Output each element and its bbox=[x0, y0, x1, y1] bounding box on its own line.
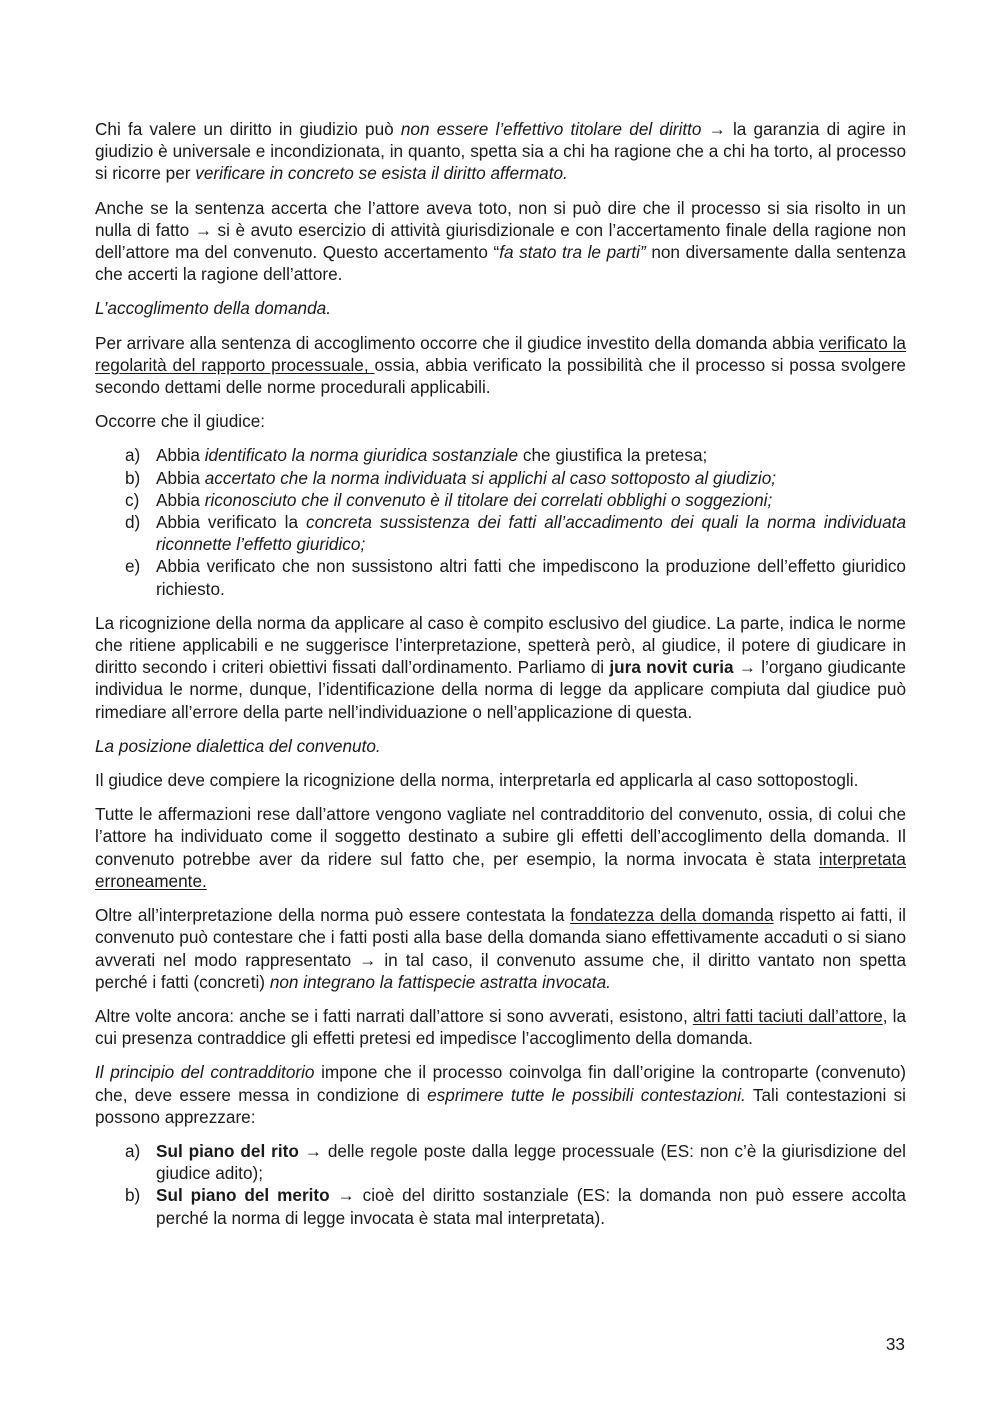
bold-text: Sul piano del rito bbox=[156, 1140, 299, 1161]
text: in tal caso, il convenuto assume che, il diritto vantato non spetta perché i fatti (concreti) bbox=[95, 949, 907, 992]
text: che giustifica la pretesa; bbox=[518, 445, 708, 466]
arrow-icon: → bbox=[738, 657, 756, 678]
list-item bbox=[95, 467, 906, 489]
italic-text: fa stato tra le parti” bbox=[499, 242, 646, 263]
text: Abbia verificato la bbox=[156, 512, 306, 533]
italic-text: identificato la norma giuridica sostanziale bbox=[204, 445, 519, 466]
text: La ricognizione della norma da applicare al caso è compito esclusivo del giudice. La parte, indica le norme che ritiene applicabili e ne suggerisce l’interpretazione, spetterà però, al giudice, il potere di giudicare in diritto secondo i criteri obiettivi fissati dall’ordinamento. Parliamo di bbox=[95, 612, 906, 678]
text: Altre volte ancora: anche se i fatti narrati dall’attore si sono avverati, esistono, bbox=[95, 1005, 693, 1026]
list-item bbox=[95, 555, 906, 599]
arrow-icon: → bbox=[337, 1185, 355, 1206]
list-item bbox=[95, 444, 906, 466]
list-item bbox=[95, 489, 906, 511]
text: Abbia bbox=[156, 467, 205, 488]
italic-text: Il principio del contradditorio bbox=[95, 1062, 315, 1083]
arrow-icon: → bbox=[359, 949, 377, 970]
italic-text: concreta sussistenza dei fatti all’accadimento dei quali la norma individuata riconnette l’effetto giuridico; bbox=[156, 512, 907, 555]
italic-text: non essere l’effettivo titolare del diritto bbox=[400, 119, 702, 139]
arrow-icon: → bbox=[304, 1140, 322, 1161]
paragraph-principio-contradditorio bbox=[95, 1061, 906, 1128]
arrow-icon: → bbox=[194, 219, 212, 240]
text: Chi fa valere un diritto in giudizio può bbox=[95, 119, 401, 139]
italic-text: esprimere tutte le possibili contestazioni. bbox=[427, 1084, 746, 1105]
text: cioè del diritto sostanziale (ES: la domanda non può essere accolta perché la norma di legge invocata è stata mal interpretata). bbox=[156, 1185, 906, 1228]
list-marker: a) bbox=[125, 1140, 141, 1161]
text: delle regole poste dalla legge processuale (ES: non c’è la giurisdizione del giudice adito); bbox=[156, 1140, 906, 1184]
text: si è avuto esercizio di attività giurisdizionale e con l’accertamento finale della ragione non dell’attore ma del convenuto. Questo accertamento “ bbox=[95, 219, 906, 263]
list-marker: e) bbox=[125, 556, 141, 577]
section-heading-posizione-dialettica: La posizione dialettica del convenuto. bbox=[95, 735, 381, 756]
paragraph-affermazioni-attore bbox=[95, 803, 906, 892]
paragraph-sentenza-accerta bbox=[95, 197, 906, 286]
italic-text: non integrano la fattispecie astratta invocata. bbox=[269, 971, 611, 992]
text: , la cui presenza contraddice gli effetti pretesi ed impedisce l’accoglimento della domanda. bbox=[95, 1005, 906, 1049]
list-marker: c) bbox=[125, 489, 140, 510]
paragraph-occorre: Occorre che il giudice: bbox=[95, 411, 266, 432]
paragraph-fatti-taciuti bbox=[95, 1005, 906, 1049]
list-marker: b) bbox=[125, 467, 141, 488]
text: Abbia verificato che non sussistono altri fatti che impediscono la produzione dell’effetto giuridico richiesto. bbox=[156, 556, 906, 599]
list-requisiti-giudice bbox=[95, 444, 906, 599]
underlined-text: fondatezza della domanda bbox=[570, 905, 774, 926]
text: Abbia bbox=[156, 445, 205, 466]
paragraph-ricognizione-norma bbox=[95, 612, 906, 723]
paragraph-accoglimento bbox=[95, 332, 906, 399]
paragraph-diritto-in-giudizio bbox=[95, 118, 906, 185]
italic-text: accertato che la norma individuata si applichi al caso sottoposto al giudizio; bbox=[204, 467, 777, 488]
list-marker: d) bbox=[125, 512, 141, 533]
text: Oltre all’interpretazione della norma può essere contestata la bbox=[95, 905, 571, 926]
text: la garanzia di agire in giudizio è universale e incondizionata, in quanto, spetta sia a chi ha ragione che a chi ha torto, al processo si ricorre per bbox=[95, 119, 906, 184]
list-item bbox=[95, 1140, 906, 1184]
page-number: 33 bbox=[885, 1334, 905, 1354]
text: rispetto ai fatti, il convenuto può contestare che i fatti posti alla base della domanda siano effettivamente accaduti o si siano avverati nel modo rappresentato bbox=[95, 905, 906, 970]
text: impone che il processo coinvolga fin dall’origine la controparte (convenuto) che, deve essere messa in condizione di bbox=[95, 1062, 906, 1105]
underlined-text: interpretata erroneamente. bbox=[95, 848, 906, 891]
document-page bbox=[95, 118, 906, 1241]
text: Per arrivare alla sentenza di accoglimento occorre che il giudice investito della domanda abbia bbox=[95, 332, 819, 353]
paragraph-fondatezza-domanda bbox=[95, 904, 906, 993]
text: Anche se la sentenza accerta che l’attore aveva toto, non si può dire che il processo si sia risolto in un nulla di fatto bbox=[95, 197, 906, 240]
text: Tali contestazioni si possono apprezzare: bbox=[95, 1084, 906, 1127]
list-item bbox=[95, 1184, 906, 1228]
arrow-icon: → bbox=[708, 119, 726, 139]
text: Abbia bbox=[156, 489, 205, 510]
list-marker: b) bbox=[125, 1185, 141, 1206]
list-marker: a) bbox=[125, 445, 141, 466]
list-contestazioni bbox=[95, 1140, 906, 1229]
paragraph-giudice-deve: Il giudice deve compiere la ricognizione della norma, interpretarla ed applicarla al caso sottopostogli. bbox=[95, 770, 859, 791]
underlined-text: verificato la regolarità del rapporto processuale, bbox=[95, 332, 906, 375]
section-heading-accoglimento: L’accoglimento della domanda. bbox=[95, 298, 332, 319]
italic-text: verificare in concreto se esista il diritto affermato. bbox=[195, 163, 568, 184]
bold-text: Sul piano del merito bbox=[156, 1185, 330, 1206]
italic-text: riconosciuto che il convenuto è il titolare dei correlati obblighi o soggezioni; bbox=[204, 489, 773, 510]
underlined-text: altri fatti taciuti dall’attore bbox=[692, 1005, 883, 1026]
text: Tutte le affermazioni rese dall’attore vengono vagliate nel contradditorio del convenuto, ossia, di colui che l’attore ha individuato come il soggetto destinato a subire gli effetti dell’accoglimento della domanda. Il convenuto potrebbe aver da ridere sul fatto che, per esempio, la norma invocata è stata bbox=[95, 804, 906, 869]
list-item bbox=[95, 511, 906, 555]
text: non diversamente dalla sentenza che accerti la ragione dell’attore. bbox=[95, 242, 906, 285]
text: l’organo giudicante individua le norme, dunque, l’identificazione della norma di legge da applicare compiuta dal giudice può rimediare all’errore della parte nell’individuazione o nell’applicazione di questa. bbox=[95, 657, 906, 722]
text: ossia, abbia verificato la possibilità che il processo si possa svolgere secondo dettami delle norme procedurali applicabili. bbox=[95, 354, 906, 398]
bold-text: jura novit curia bbox=[609, 657, 734, 678]
